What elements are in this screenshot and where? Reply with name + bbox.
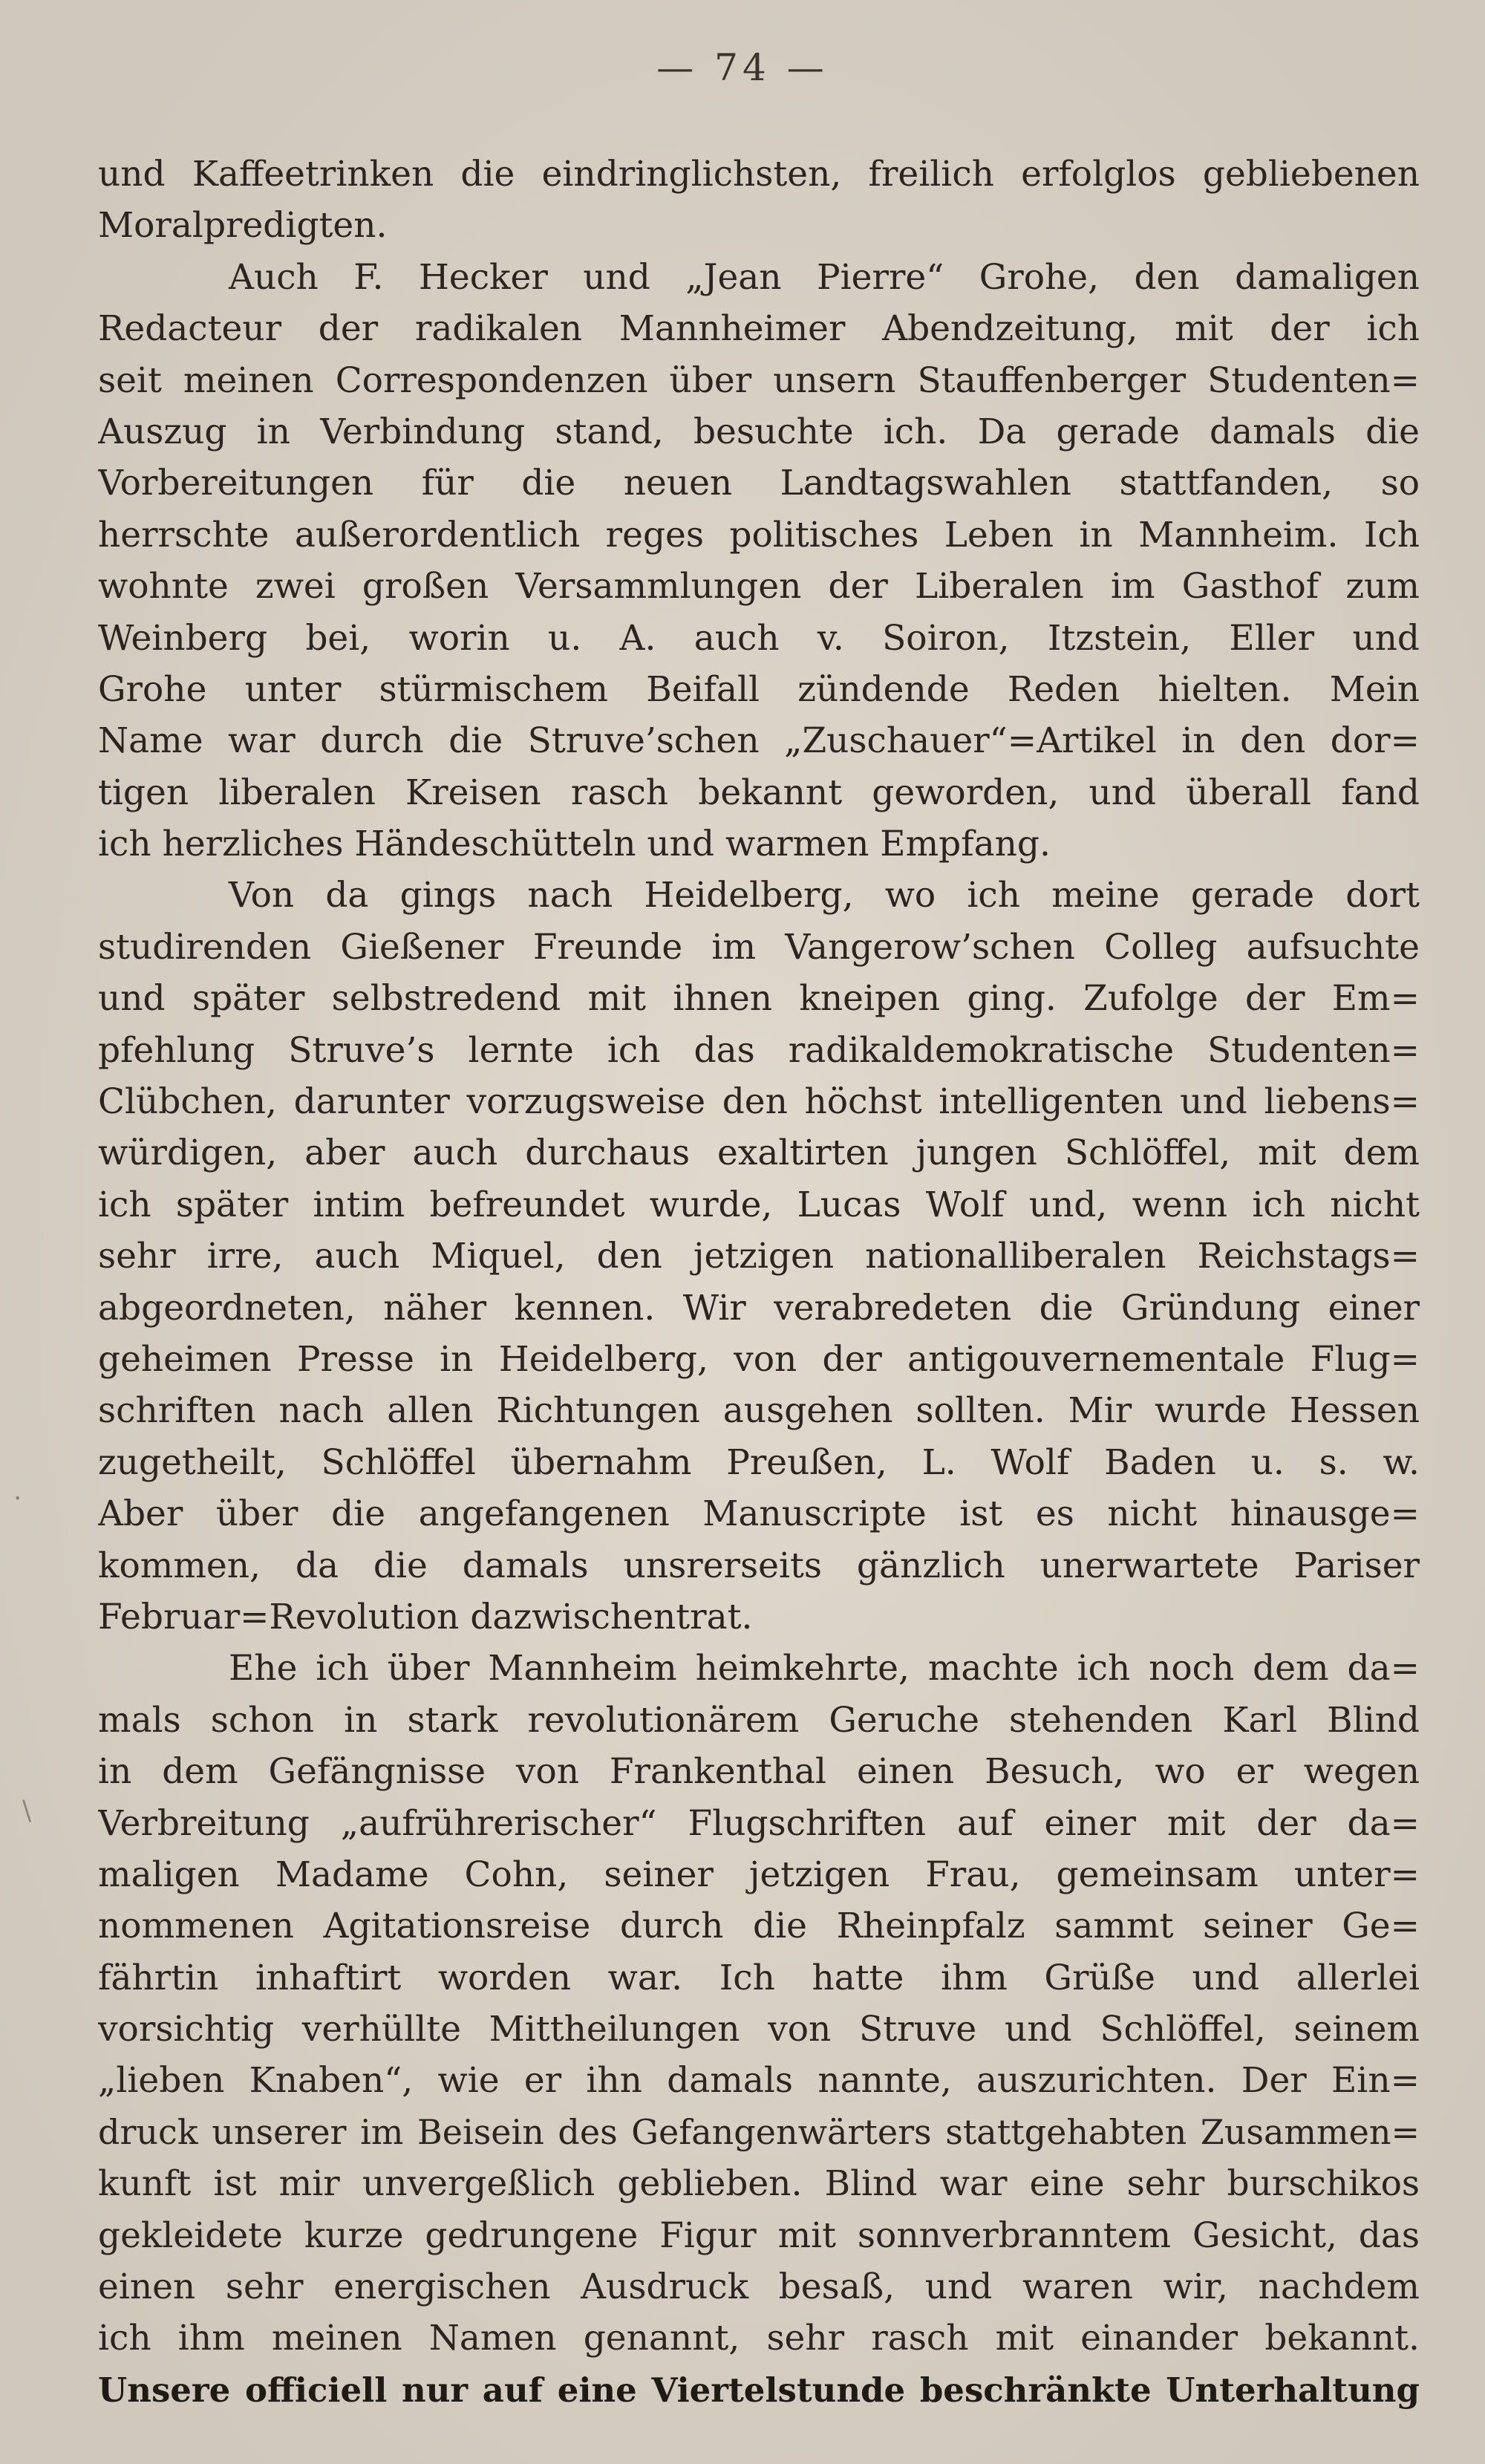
- body-text: [98, 149, 1420, 2416]
- text-line: und später selbstredend mit ihnen kneipen ging. Zufolge der Em=: [98, 978, 1420, 1020]
- margin-mark: \: [22, 1796, 32, 1826]
- text-line: zugetheilt, Schlöffel übernahm Preußen, L. Wolf Baden u. s. w.: [98, 1441, 1420, 1483]
- text-line: fährtin inhaftirt worden war. Ich hatte ihm Grüße und allerlei: [98, 1957, 1420, 1998]
- text-line: Verbreitung „aufrührerischer“ Flugschriften auf einer mit der da=: [98, 1802, 1420, 1844]
- text-line: kommen, da die damals unsrerseits gänzlich unerwartete Pariser: [98, 1545, 1420, 1586]
- text-line: Clübchen, darunter vorzugsweise den höchst intelligenten und liebens=: [98, 1081, 1420, 1123]
- text-line: studirenden Gießener Freunde im Vangerow’schen Colleg aufsuchte: [98, 926, 1420, 968]
- text-line: ich herzliches Händeschütteln und warmen Empfang.: [98, 824, 1051, 865]
- text-line: pfehlung Struve’s lernte ich das radikaldemokratische Studenten=: [98, 1029, 1420, 1071]
- text-line: Auch F. Hecker und „Jean Pierre“ Grohe, den damaligen: [229, 256, 1420, 298]
- text-line: nommenen Agitationsreise durch die Rheinpfalz sammt seiner Ge=: [98, 1906, 1420, 1947]
- text-line: maligen Madame Cohn, seiner jetzigen Frau, gemeinsam unter=: [98, 1854, 1420, 1895]
- text-line: tigen liberalen Kreisen rasch bekannt geworden, und überall fand: [98, 772, 1420, 813]
- text-line: mals schon in stark revolutionärem Geruche stehenden Karl Blind: [98, 1699, 1420, 1741]
- text-line: Unsere officiell nur auf eine Viertelstunde beschränkte Unterhaltung: [98, 2370, 1420, 2410]
- page-number: — 74 —: [656, 46, 829, 89]
- text-line: kunft ist mir unvergeßlich geblieben. Blind war eine sehr burschikos: [98, 2163, 1420, 2205]
- text-line: würdigen, aber auch durchaus exaltirten jungen Schlöffel, mit dem: [98, 1132, 1420, 1174]
- text-line: und Kaffeetrinken die eindringlichsten, freilich erfolglos gebliebenen: [98, 154, 1420, 195]
- text-line: sehr irre, auch Miquel, den jetzigen nationalliberalen Reichstags=: [98, 1236, 1420, 1277]
- text-line: Redacteur der radikalen Mannheimer Abendzeitung, mit der ich: [98, 308, 1420, 350]
- text-line: Weinberg bei, worin u. A. auch v. Soiron, Itzstein, Eller und: [98, 617, 1420, 659]
- text-line: Aber über die angefangenen Manuscripte ist es nicht hinausge=: [98, 1493, 1420, 1535]
- text-line: schriften nach allen Richtungen ausgehen sollten. Mir wurde Hessen: [98, 1390, 1420, 1432]
- text-line: Februar=Revolution dazwischentrat.: [98, 1596, 753, 1637]
- text-line: Grohe unter stürmischem Beifall zündende Reden hielten. Mein: [98, 668, 1420, 710]
- margin-mark: ·: [13, 1484, 22, 1514]
- text-line: Vorbereitungen für die neuen Landtagswahlen stattfanden, so: [98, 463, 1420, 504]
- text-line: in dem Gefängnisse von Frankenthal einen Besuch, wo er wegen: [98, 1751, 1420, 1793]
- text-line: geheimen Presse in Heidelberg, von der antigouvernementale Flug=: [98, 1338, 1420, 1380]
- text-line: abgeordneten, näher kennen. Wir verabredeten die Gründung einer: [98, 1287, 1420, 1329]
- text-line: seit meinen Correspondenzen über unsern Stauffenberger Studenten=: [98, 359, 1420, 401]
- text-line: ich ihm meinen Namen genannt, sehr rasch mit einander bekannt.: [98, 2318, 1420, 2359]
- text-line: vorsichtig verhüllte Mittheilungen von Struve und Schlöffel, seinem: [98, 2009, 1420, 2050]
- text-line: Moralpredigten.: [98, 205, 388, 247]
- text-line: ich später intim befreundet wurde, Lucas Wolf und, wenn ich nicht: [98, 1184, 1420, 1225]
- text-line: einen sehr energischen Ausdruck besaß, und waren wir, nachdem: [98, 2266, 1420, 2308]
- text-line: Name war durch die Struve’schen „Zuschauer“=Artikel in den dor=: [98, 720, 1420, 762]
- text-line: druck unserer im Beisein des Gefangenwärters stattgehabten Zusammen=: [98, 2111, 1420, 2152]
- text-line: Auszug in Verbindung stand, besuchte ich. Da gerade damals die: [98, 411, 1420, 452]
- text-line: wohnte zwei großen Versammlungen der Liberalen im Gasthof zum: [98, 566, 1420, 607]
- text-line: Ehe ich über Mannheim heimkehrte, machte ich noch dem da=: [229, 1648, 1420, 1689]
- text-line: herrschte außerordentlich reges politisches Leben in Mannheim. Ich: [98, 514, 1420, 555]
- text-line: gekleidete kurze gedrungene Figur mit sonnverbranntem Gesicht, das: [98, 2214, 1420, 2256]
- text-line: „lieben Knaben“, wie er ihn damals nannte, auszurichten. Der Ein=: [98, 2060, 1420, 2102]
- text-line: Von da gings nach Heidelberg, wo ich meine gerade dort: [229, 875, 1420, 916]
